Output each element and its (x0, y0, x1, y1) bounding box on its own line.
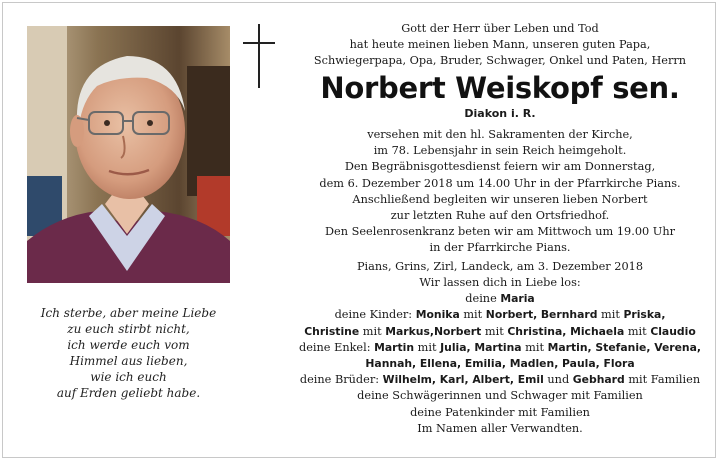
connector: mit (525, 340, 545, 354)
grandchild-name: Martin (374, 340, 415, 354)
connector: mit Familien (628, 373, 701, 387)
body-line: Anschließend begleiten wir unseren lieben Norbert (352, 192, 648, 206)
closing-line: Im Namen aller Verwandten. (417, 421, 583, 435)
deceased-title: Diakon i. R. (464, 107, 536, 121)
brother-name: Gebhard (572, 373, 625, 387)
intro-line: Schwiegerpapa, Opa, Bruder, Schwager, Onkel und Paten, Herrn (313, 54, 687, 68)
place-date: Pians, Grins, Zirl, Landeck, am 3. Dezember 2018 (356, 260, 644, 274)
child-name: Priska, (623, 308, 666, 322)
grandchild-names: Hannah, Ellena, Emilia, Madlen, Paula, Flora (365, 357, 635, 371)
grandchild-name: Martin, Stefanie, Verena, (547, 340, 702, 354)
child-name: Claudio (650, 324, 696, 338)
body-line: zur letzten Ruhe auf den Ortsfriedhof. (390, 208, 610, 222)
grandchild-name: Julia, Martina (440, 340, 522, 354)
poem-line: Himmel aus lieben, (69, 354, 188, 368)
child-name: Christine (304, 324, 360, 338)
wife-prefix: deine (465, 292, 497, 306)
wife-name: Maria (500, 292, 535, 306)
poem-line: wie ich euch (90, 370, 167, 384)
body-line: Den Seelenrosenkranz beten wir am Mittwoch um 19.00 Uhr (324, 224, 675, 238)
children-prefix: deine Kinder: (334, 308, 413, 322)
grandchildren-line (290, 340, 710, 356)
child-name: Monika (415, 308, 460, 322)
connector: mit (417, 340, 437, 354)
grandchildren-prefix: deine Enkel: (298, 340, 371, 354)
child-name: Norbert (485, 308, 534, 322)
portrait-photo (27, 26, 230, 283)
brother-names: Wilhelm, Karl, Albert, Emil (382, 373, 544, 387)
connector: mit (484, 324, 504, 338)
connector: , (533, 308, 538, 322)
children-line (290, 324, 710, 340)
brothers-prefix: deine Brüder: (299, 373, 380, 387)
intro-line: Gott der Herr über Leben und Tod (401, 22, 599, 35)
body-line: versehen mit den hl. Sakramenten der Kirche, (367, 128, 633, 142)
body-line: dem 6. Dezember 2018 um 14.00 Uhr in der Pfarrkirche Pians. (319, 176, 681, 190)
poem-line: auf Erden geliebt habe. (56, 386, 201, 400)
poem-line: Ich sterbe, aber meine Liebe (40, 306, 217, 320)
poem-line: zu euch stirbt nicht, (67, 322, 190, 336)
in-laws-line: deine Schwägerinnen und Schwager mit Familien (357, 389, 643, 403)
brothers-line (290, 372, 710, 388)
poem-line: ich werde euch vom (67, 338, 190, 352)
body-line: im 78. Lebensjahr in sein Reich heimgeholt. (373, 144, 627, 158)
family-list (290, 291, 710, 437)
connector: mit (601, 308, 620, 322)
farewell-line: Wir lassen dich in Liebe los: (419, 276, 581, 290)
connector: mit (627, 324, 647, 338)
body-line: in der Pfarrkirche Pians. (429, 240, 571, 254)
connector: mit (362, 324, 382, 338)
grandchildren-line (290, 356, 710, 372)
connector: und (547, 373, 570, 387)
body-line: Den Begräbnisgottesdienst feiern wir am Donnerstag, (344, 160, 656, 174)
intro-line: hat heute meinen lieben Mann, unseren guten Papa, (349, 38, 651, 52)
child-name: Bernhard (540, 308, 598, 322)
godchildren-line: deine Patenkinder mit Familien (410, 405, 590, 419)
connector: mit (463, 308, 483, 322)
poem (26, 305, 231, 401)
child-name: Markus,Norbert (385, 324, 482, 338)
deceased-name: Norbert Weiskopf sen. (320, 71, 680, 106)
children-line (290, 307, 710, 323)
child-name: Christina, Michaela (507, 324, 625, 338)
notice-text (290, 21, 710, 437)
cross-icon (243, 24, 275, 88)
wife-line (290, 291, 710, 307)
